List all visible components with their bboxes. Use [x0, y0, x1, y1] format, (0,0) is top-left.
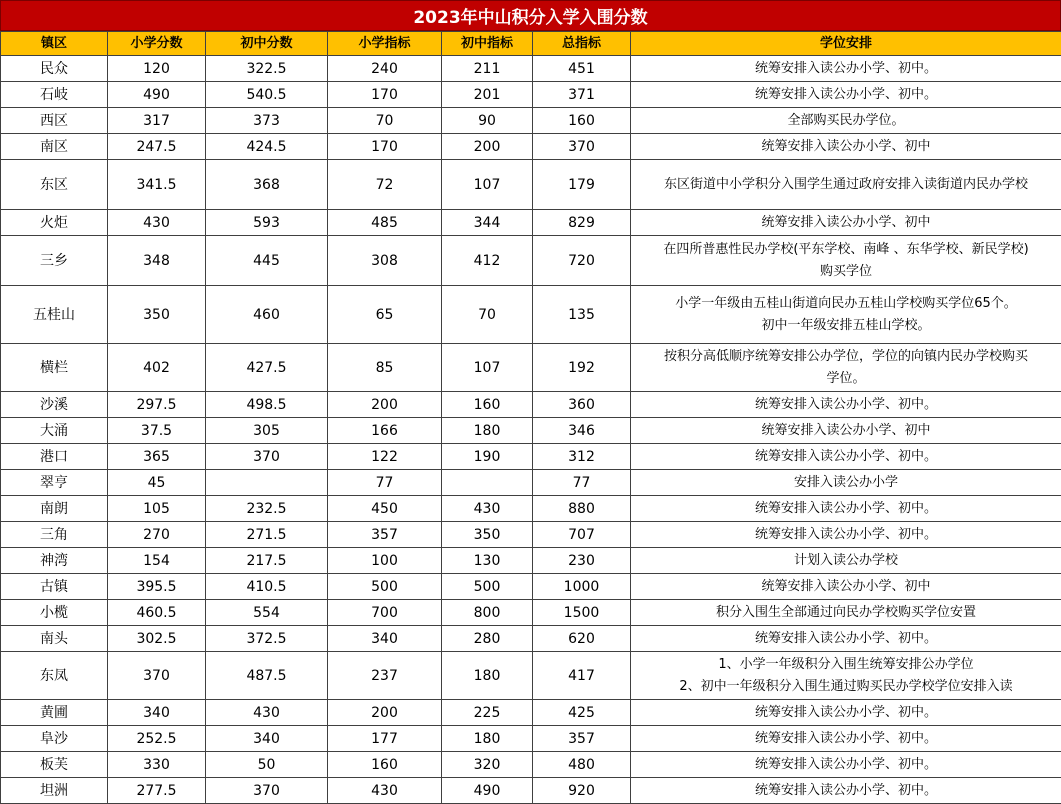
cell-arrangement [631, 574, 1061, 600]
cell-primary-quota: 170 [328, 134, 442, 160]
cell-middle-score: 271.5 [206, 522, 328, 548]
table-body [1, 56, 1061, 804]
arrangement-line: 统筹安排入读公办小学、初中。 [633, 702, 1059, 724]
cell-primary-quota: 85 [328, 344, 442, 392]
cell-total-quota: 346 [533, 418, 631, 444]
cell-town: 东凤 [1, 652, 108, 700]
cell-arrangement [631, 160, 1061, 210]
arrangement-line: 安排入读公办小学 [633, 472, 1059, 494]
cell-town: 神湾 [1, 548, 108, 574]
score-table [0, 31, 1061, 804]
cell-primary-score: 154 [108, 548, 206, 574]
cell-total-quota: 1000 [533, 574, 631, 600]
cell-middle-score: 540.5 [206, 82, 328, 108]
cell-middle-score: 322.5 [206, 56, 328, 82]
cell-primary-quota: 100 [328, 548, 442, 574]
arrangement-line: 2、初中一年级积分入围生通过购买民办学校学位安排入读 [633, 676, 1059, 698]
cell-primary-quota: 122 [328, 444, 442, 470]
arrangement-line: 统筹安排入读公办小学、初中。 [633, 446, 1059, 468]
cell-primary-score: 365 [108, 444, 206, 470]
cell-middle-quota: 180 [442, 418, 533, 444]
header-primary-score: 小学分数 [108, 32, 206, 56]
cell-arrangement [631, 726, 1061, 752]
cell-middle-score: 217.5 [206, 548, 328, 574]
cell-primary-quota: 77 [328, 470, 442, 496]
table-row [1, 726, 1061, 752]
cell-total-quota: 417 [533, 652, 631, 700]
table-row [1, 210, 1061, 236]
cell-middle-score: 460 [206, 286, 328, 344]
table-row [1, 548, 1061, 574]
cell-primary-score: 460.5 [108, 600, 206, 626]
arrangement-line: 统筹安排入读公办小学、初中。 [633, 498, 1059, 520]
cell-arrangement [631, 444, 1061, 470]
cell-primary-quota: 160 [328, 752, 442, 778]
cell-total-quota: 425 [533, 700, 631, 726]
cell-primary-quota: 170 [328, 82, 442, 108]
table-row [1, 418, 1061, 444]
cell-middle-score: 368 [206, 160, 328, 210]
arrangement-line: 统筹安排入读公办小学、初中 [633, 212, 1059, 234]
cell-middle-quota: 180 [442, 726, 533, 752]
cell-primary-score: 277.5 [108, 778, 206, 804]
cell-arrangement [631, 778, 1061, 804]
cell-arrangement [631, 548, 1061, 574]
cell-total-quota: 1500 [533, 600, 631, 626]
header-total-quota: 总指标 [533, 32, 631, 56]
arrangement-line: 统筹安排入读公办小学、初中。 [633, 780, 1059, 802]
cell-arrangement [631, 418, 1061, 444]
cell-arrangement [631, 652, 1061, 700]
table-row [1, 522, 1061, 548]
arrangement-line: 小学一年级由五桂山街道向民办五桂山学校购买学位65个。 [633, 293, 1059, 315]
arrangement-line: 按积分高低顺序统筹安排公办学位，学位的向镇内民办学校购买 [633, 346, 1059, 368]
cell-primary-score: 430 [108, 210, 206, 236]
arrangement-line: 统筹安排入读公办小学、初中。 [633, 754, 1059, 776]
cell-middle-score: 554 [206, 600, 328, 626]
cell-town: 西区 [1, 108, 108, 134]
cell-primary-score: 120 [108, 56, 206, 82]
cell-middle-quota: 225 [442, 700, 533, 726]
cell-total-quota: 371 [533, 82, 631, 108]
cell-primary-score: 402 [108, 344, 206, 392]
cell-primary-quota: 700 [328, 600, 442, 626]
cell-town: 板芙 [1, 752, 108, 778]
cell-middle-quota: 70 [442, 286, 533, 344]
cell-primary-score: 45 [108, 470, 206, 496]
header-primary-quota: 小学指标 [328, 32, 442, 56]
arrangement-line: 统筹安排入读公办小学、初中 [633, 576, 1059, 598]
cell-total-quota: 620 [533, 626, 631, 652]
cell-town: 港口 [1, 444, 108, 470]
cell-primary-score: 302.5 [108, 626, 206, 652]
cell-primary-score: 350 [108, 286, 206, 344]
cell-total-quota: 720 [533, 236, 631, 286]
cell-middle-quota: 344 [442, 210, 533, 236]
cell-middle-score: 373 [206, 108, 328, 134]
arrangement-line: 统筹安排入读公办小学、初中。 [633, 394, 1059, 416]
cell-arrangement [631, 134, 1061, 160]
cell-middle-quota: 412 [442, 236, 533, 286]
table-row [1, 82, 1061, 108]
cell-total-quota: 451 [533, 56, 631, 82]
arrangement-line: 购买学位 [633, 261, 1059, 283]
table-row [1, 470, 1061, 496]
arrangement-line: 统筹安排入读公办小学、初中 [633, 136, 1059, 158]
cell-town: 小榄 [1, 600, 108, 626]
header-middle-score: 初中分数 [206, 32, 328, 56]
cell-town: 大涌 [1, 418, 108, 444]
arrangement-line: 统筹安排入读公办小学、初中。 [633, 628, 1059, 650]
cell-primary-quota: 485 [328, 210, 442, 236]
arrangement-line: 计划入读公办学校 [633, 550, 1059, 572]
cell-primary-quota: 357 [328, 522, 442, 548]
cell-town: 东区 [1, 160, 108, 210]
table-row [1, 344, 1061, 392]
table-row [1, 652, 1061, 700]
arrangement-line: 统筹安排入读公办小学、初中。 [633, 58, 1059, 80]
cell-town: 南头 [1, 626, 108, 652]
cell-middle-quota: 130 [442, 548, 533, 574]
cell-arrangement [631, 496, 1061, 522]
cell-arrangement [631, 470, 1061, 496]
cell-middle-quota: 430 [442, 496, 533, 522]
cell-primary-quota: 308 [328, 236, 442, 286]
cell-primary-quota: 177 [328, 726, 442, 752]
cell-primary-quota: 200 [328, 392, 442, 418]
cell-arrangement [631, 56, 1061, 82]
cell-primary-quota: 70 [328, 108, 442, 134]
cell-primary-quota: 450 [328, 496, 442, 522]
cell-primary-score: 105 [108, 496, 206, 522]
cell-town: 翠亨 [1, 470, 108, 496]
table-row [1, 160, 1061, 210]
cell-primary-score: 252.5 [108, 726, 206, 752]
cell-middle-quota: 160 [442, 392, 533, 418]
cell-town: 南朗 [1, 496, 108, 522]
cell-primary-score: 247.5 [108, 134, 206, 160]
cell-arrangement [631, 210, 1061, 236]
cell-middle-quota: 211 [442, 56, 533, 82]
arrangement-line: 东区街道中小学积分入围学生通过政府安排入读街道内民办学校 [633, 174, 1059, 196]
cell-middle-score: 445 [206, 236, 328, 286]
cell-town: 古镇 [1, 574, 108, 600]
cell-arrangement [631, 392, 1061, 418]
cell-primary-quota: 430 [328, 778, 442, 804]
arrangement-line: 在四所普惠性民办学校(平东学校、南峰 、东华学校、新民学校) [633, 239, 1059, 261]
cell-middle-score: 410.5 [206, 574, 328, 600]
cell-primary-quota: 500 [328, 574, 442, 600]
cell-primary-quota: 240 [328, 56, 442, 82]
arrangement-line: 统筹安排入读公办小学、初中 [633, 420, 1059, 442]
cell-town: 三角 [1, 522, 108, 548]
cell-town: 黄圃 [1, 700, 108, 726]
table-row [1, 574, 1061, 600]
cell-middle-score: 372.5 [206, 626, 328, 652]
cell-total-quota: 135 [533, 286, 631, 344]
table-row [1, 56, 1061, 82]
cell-town: 石岐 [1, 82, 108, 108]
cell-total-quota: 357 [533, 726, 631, 752]
cell-middle-score: 593 [206, 210, 328, 236]
cell-town: 沙溪 [1, 392, 108, 418]
cell-middle-score: 427.5 [206, 344, 328, 392]
table-row [1, 392, 1061, 418]
cell-middle-score: 370 [206, 444, 328, 470]
arrangement-line: 统筹安排入读公办小学、初中。 [633, 524, 1059, 546]
cell-town: 坦洲 [1, 778, 108, 804]
cell-total-quota: 179 [533, 160, 631, 210]
cell-primary-score: 341.5 [108, 160, 206, 210]
cell-town: 火炬 [1, 210, 108, 236]
cell-arrangement [631, 600, 1061, 626]
cell-total-quota: 77 [533, 470, 631, 496]
cell-total-quota: 480 [533, 752, 631, 778]
cell-middle-score [206, 470, 328, 496]
cell-middle-quota: 490 [442, 778, 533, 804]
header-middle-quota: 初中指标 [442, 32, 533, 56]
header-town: 镇区 [1, 32, 108, 56]
cell-middle-score: 498.5 [206, 392, 328, 418]
table-row [1, 108, 1061, 134]
cell-primary-score: 348 [108, 236, 206, 286]
cell-primary-score: 297.5 [108, 392, 206, 418]
cell-primary-score: 317 [108, 108, 206, 134]
cell-arrangement [631, 522, 1061, 548]
cell-total-quota: 230 [533, 548, 631, 574]
cell-total-quota: 192 [533, 344, 631, 392]
table-row [1, 496, 1061, 522]
cell-middle-quota: 107 [442, 344, 533, 392]
cell-primary-score: 37.5 [108, 418, 206, 444]
cell-primary-quota: 200 [328, 700, 442, 726]
cell-middle-score: 305 [206, 418, 328, 444]
cell-middle-score: 487.5 [206, 652, 328, 700]
cell-town: 南区 [1, 134, 108, 160]
cell-town: 三乡 [1, 236, 108, 286]
table-row [1, 700, 1061, 726]
cell-arrangement [631, 700, 1061, 726]
cell-town: 阜沙 [1, 726, 108, 752]
cell-total-quota: 829 [533, 210, 631, 236]
header-arrangement: 学位安排 [631, 32, 1061, 56]
cell-middle-quota: 320 [442, 752, 533, 778]
arrangement-line: 积分入围生全部通过向民办学校购买学位安置 [633, 602, 1059, 624]
cell-total-quota: 360 [533, 392, 631, 418]
sheet-title: 2023年中山积分入学入围分数 [0, 0, 1061, 31]
cell-middle-quota: 190 [442, 444, 533, 470]
cell-arrangement [631, 626, 1061, 652]
cell-middle-quota: 200 [442, 134, 533, 160]
table-row [1, 236, 1061, 286]
cell-town: 横栏 [1, 344, 108, 392]
cell-primary-quota: 72 [328, 160, 442, 210]
cell-arrangement [631, 236, 1061, 286]
header-row [1, 32, 1061, 56]
cell-arrangement [631, 752, 1061, 778]
table-row [1, 444, 1061, 470]
table-row [1, 626, 1061, 652]
cell-arrangement [631, 108, 1061, 134]
table-row [1, 752, 1061, 778]
arrangement-line: 全部购买民办学位。 [633, 110, 1059, 132]
cell-primary-quota: 166 [328, 418, 442, 444]
cell-primary-score: 330 [108, 752, 206, 778]
cell-primary-quota: 237 [328, 652, 442, 700]
cell-middle-quota: 500 [442, 574, 533, 600]
table-row [1, 286, 1061, 344]
cell-total-quota: 880 [533, 496, 631, 522]
cell-total-quota: 920 [533, 778, 631, 804]
cell-town: 五桂山 [1, 286, 108, 344]
cell-total-quota: 160 [533, 108, 631, 134]
arrangement-line: 学位。 [633, 368, 1059, 390]
cell-primary-quota: 340 [328, 626, 442, 652]
cell-middle-score: 340 [206, 726, 328, 752]
arrangement-line: 1、小学一年级积分入围生统筹安排公办学位 [633, 654, 1059, 676]
cell-middle-score: 424.5 [206, 134, 328, 160]
arrangement-line: 统筹安排入读公办小学、初中。 [633, 84, 1059, 106]
cell-primary-quota: 65 [328, 286, 442, 344]
table-row [1, 600, 1061, 626]
table-row [1, 778, 1061, 804]
cell-primary-score: 490 [108, 82, 206, 108]
cell-primary-score: 370 [108, 652, 206, 700]
cell-town: 民众 [1, 56, 108, 82]
cell-middle-score: 370 [206, 778, 328, 804]
cell-middle-quota: 280 [442, 626, 533, 652]
cell-middle-quota: 800 [442, 600, 533, 626]
cell-total-quota: 312 [533, 444, 631, 470]
cell-middle-score: 232.5 [206, 496, 328, 522]
cell-arrangement [631, 82, 1061, 108]
cell-total-quota: 370 [533, 134, 631, 160]
cell-primary-score: 270 [108, 522, 206, 548]
table-row [1, 134, 1061, 160]
cell-arrangement [631, 286, 1061, 344]
arrangement-line: 统筹安排入读公办小学、初中。 [633, 728, 1059, 750]
cell-total-quota: 707 [533, 522, 631, 548]
cell-middle-quota [442, 470, 533, 496]
cell-primary-score: 395.5 [108, 574, 206, 600]
cell-middle-quota: 350 [442, 522, 533, 548]
cell-middle-score: 430 [206, 700, 328, 726]
cell-middle-quota: 201 [442, 82, 533, 108]
cell-middle-quota: 107 [442, 160, 533, 210]
cell-primary-score: 340 [108, 700, 206, 726]
cell-arrangement [631, 344, 1061, 392]
cell-middle-score: 50 [206, 752, 328, 778]
arrangement-line: 初中一年级安排五桂山学校。 [633, 315, 1059, 337]
cell-middle-quota: 180 [442, 652, 533, 700]
cell-middle-quota: 90 [442, 108, 533, 134]
